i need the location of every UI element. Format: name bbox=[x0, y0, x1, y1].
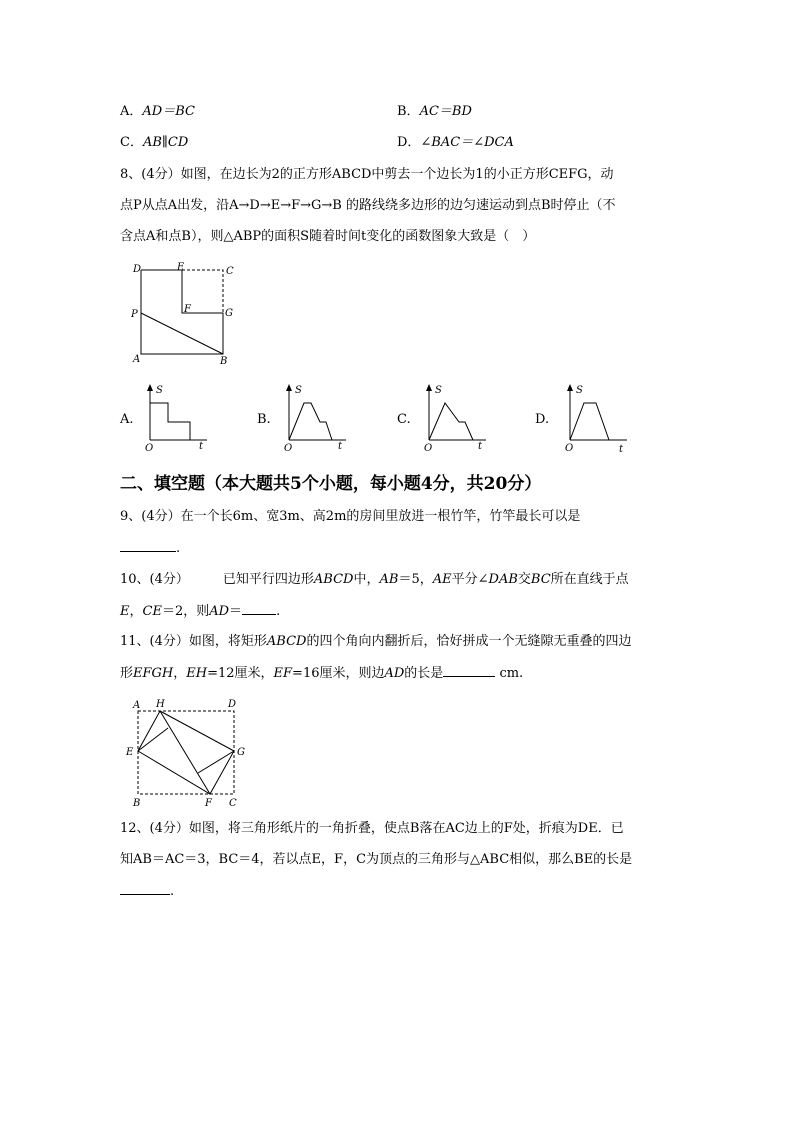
text: ， bbox=[129, 604, 143, 619]
q9-line-1: 9、(4分）在一个长6m、宽3m、高2m的房间里放进一根竹竿，竹竿最长可以是 bbox=[120, 509, 581, 524]
q7-option-c bbox=[120, 134, 188, 152]
origin-label: O bbox=[284, 443, 293, 454]
q11-line-2 bbox=[120, 664, 523, 683]
var: DAB bbox=[488, 572, 518, 587]
text: ＝5， bbox=[398, 572, 433, 587]
q11-line-1 bbox=[120, 633, 631, 651]
text: 交 bbox=[517, 572, 531, 587]
option-label: C． bbox=[120, 135, 143, 150]
option-text: ∠BAC＝∠DCA bbox=[420, 135, 514, 150]
point-label: H bbox=[156, 699, 165, 710]
segment-pb bbox=[141, 313, 223, 354]
y-arrow bbox=[426, 384, 432, 391]
q7-option-b bbox=[397, 103, 472, 121]
point-label: B bbox=[220, 356, 228, 367]
text: 平分∠ bbox=[451, 572, 489, 587]
var: CE bbox=[142, 604, 162, 619]
text: 已知平行四边形 bbox=[222, 572, 314, 587]
var: AD bbox=[384, 666, 405, 681]
fold-line bbox=[160, 711, 210, 794]
q12-line-3 bbox=[120, 882, 174, 901]
q8-line-2: 点P从点A出发，沿A→D→E→F→G→B 的路线绕多边形的边匀速运动到点B时停止（不 bbox=[120, 198, 616, 213]
answer-blank[interactable] bbox=[120, 882, 170, 895]
period: . bbox=[176, 541, 181, 556]
q7-option-d bbox=[397, 134, 514, 152]
var: AE bbox=[432, 572, 452, 587]
period: . bbox=[276, 604, 281, 619]
q8-option-c-label: C. bbox=[397, 412, 411, 427]
var: AB bbox=[379, 572, 399, 587]
point-label: D bbox=[228, 699, 237, 710]
rectangle-abcd-dashed bbox=[138, 711, 234, 794]
var: ABCD bbox=[313, 572, 354, 587]
unit: cm. bbox=[499, 666, 524, 681]
text: 形 bbox=[120, 666, 134, 681]
text: ＝2，则 bbox=[161, 604, 210, 619]
text: 11、(4分）如图，将矩形 bbox=[120, 634, 267, 649]
graph-line bbox=[429, 403, 473, 440]
point-label: P bbox=[131, 309, 138, 320]
point-label: C bbox=[226, 266, 234, 277]
origin-label: O bbox=[145, 443, 154, 454]
option-label: D． bbox=[397, 135, 421, 150]
var: EF bbox=[273, 666, 293, 681]
origin-label: O bbox=[424, 443, 433, 454]
q8-graph-d bbox=[563, 383, 633, 458]
axis-label: t bbox=[199, 441, 204, 452]
point-label: G bbox=[225, 308, 233, 319]
text: 所在直线于点 bbox=[550, 572, 629, 587]
fold-line bbox=[138, 728, 168, 751]
point-label: F bbox=[205, 798, 212, 809]
text: =16厘米，则边 bbox=[292, 666, 385, 681]
q10-line-1 bbox=[120, 571, 629, 589]
answer-blank[interactable] bbox=[120, 539, 176, 552]
q12-line-1: 12、(4分）如图，将三角形纸片的一角折叠，使点B落在AC边上的F处，折痕为DE．已 bbox=[120, 821, 624, 836]
option-label: B． bbox=[397, 104, 420, 119]
option-text: AD＝BC bbox=[142, 104, 195, 119]
q11-figure bbox=[126, 696, 256, 811]
axis-label: S bbox=[435, 385, 442, 396]
q8-graph-a bbox=[143, 383, 213, 458]
point-label: E bbox=[126, 747, 134, 758]
var: E bbox=[120, 604, 130, 619]
q8-line-3: 含点A和点B），则△ABP的面积S随着时间t变化的函数图象大致是（ ） bbox=[120, 229, 536, 244]
section-title: 二、填空题（本大题共5个小题，每小题4分，共20分） bbox=[120, 474, 542, 494]
q8-graph-b bbox=[282, 383, 352, 458]
point-label: B bbox=[133, 798, 141, 809]
y-arrow bbox=[147, 384, 153, 391]
point-label: F bbox=[184, 304, 191, 315]
text: 的长是 bbox=[404, 666, 444, 681]
q8-option-d-label: D. bbox=[535, 412, 550, 427]
point-label: A bbox=[133, 354, 141, 365]
q9-line-2 bbox=[120, 539, 180, 558]
graph-line bbox=[289, 403, 332, 440]
origin-label: O bbox=[565, 443, 574, 454]
answer-blank[interactable] bbox=[443, 664, 495, 677]
y-arrow bbox=[286, 384, 292, 391]
axis-label: t bbox=[619, 444, 624, 455]
axis-label: t bbox=[478, 441, 483, 452]
text: 的四个角向内翻折后，恰好拼成一个无缝隙无重叠的四边 bbox=[306, 634, 632, 649]
var: EH bbox=[186, 666, 208, 681]
graph-line bbox=[150, 403, 190, 440]
point-label: G bbox=[237, 747, 245, 758]
text: =12厘米， bbox=[207, 666, 274, 681]
q8-figure bbox=[128, 262, 238, 372]
polygon-outline bbox=[141, 270, 223, 354]
option-text: AC＝BD bbox=[419, 104, 472, 119]
var: BC bbox=[530, 572, 551, 587]
point-label: E bbox=[177, 262, 185, 273]
point-label: C bbox=[229, 798, 237, 809]
q7-option-a bbox=[120, 103, 195, 121]
y-arrow bbox=[567, 384, 573, 391]
graph-line bbox=[570, 403, 609, 440]
text: ， bbox=[173, 666, 187, 681]
axis-label: S bbox=[295, 385, 302, 396]
option-text: AB∥CD bbox=[142, 135, 189, 150]
answer-blank[interactable] bbox=[242, 602, 276, 615]
text: ＝ bbox=[229, 604, 243, 619]
option-label: A． bbox=[120, 104, 143, 119]
var: ABCD bbox=[266, 634, 307, 649]
axis-label: t bbox=[338, 441, 343, 452]
q8-option-b-label: B. bbox=[257, 412, 271, 427]
axis-label: S bbox=[156, 385, 163, 396]
q8-graph-c bbox=[422, 383, 492, 458]
axis-label: S bbox=[576, 385, 583, 396]
var: AD bbox=[209, 604, 230, 619]
q8-option-a-label: A. bbox=[120, 412, 134, 427]
q12-line-2: 知AB＝AC＝3，BC＝4，若以点E，F，C为顶点的三角形与△ABC相似，那么BE的长是 bbox=[120, 852, 633, 867]
question-number: 10、(4分） bbox=[120, 572, 189, 587]
text: 中， bbox=[353, 572, 380, 587]
quadrilateral-efgh bbox=[138, 711, 234, 794]
fold-line bbox=[198, 751, 234, 773]
period: . bbox=[170, 884, 175, 899]
point-label: D bbox=[133, 264, 142, 275]
var: EFGH bbox=[133, 666, 174, 681]
point-label: A bbox=[133, 700, 141, 711]
q10-line-2 bbox=[120, 602, 280, 621]
q8-line-1: 8、(4分）如图，在边长为2的正方形ABCD中剪去一个边长为1的小正方形CEFG，动 bbox=[120, 167, 614, 182]
